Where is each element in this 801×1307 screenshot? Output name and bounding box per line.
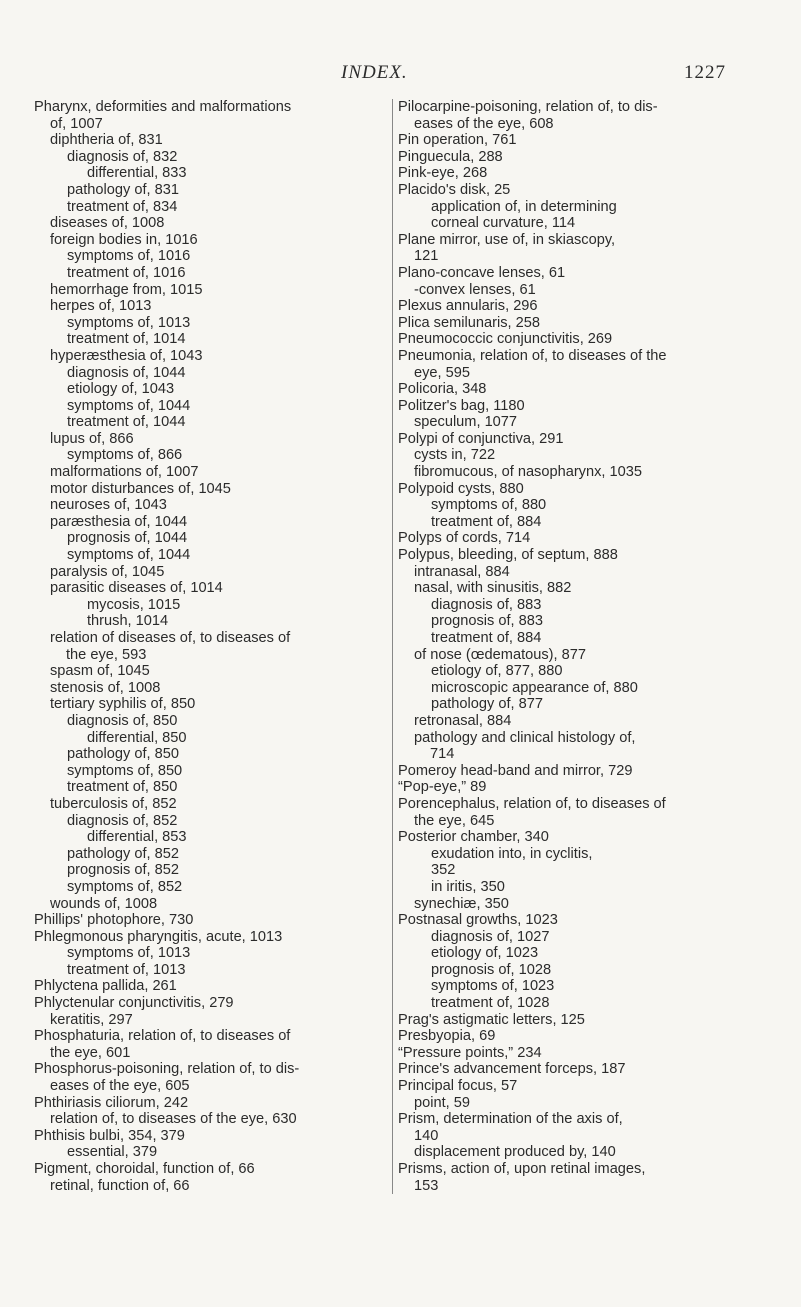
index-entry bbox=[398, 1061, 777, 1078]
index-entry bbox=[398, 547, 777, 564]
index-entry bbox=[34, 182, 388, 199]
index-entry bbox=[34, 248, 388, 265]
index-entry-text: etiology of, 1023 bbox=[431, 945, 539, 962]
index-entry-text: neuroses of, 1043 bbox=[50, 497, 167, 514]
index-entry-text: etiology of, 1043 bbox=[67, 381, 175, 398]
index-entry-continuation: 714 bbox=[430, 746, 455, 763]
index-entry bbox=[34, 962, 388, 979]
index-entry-text: Presbyopia, 69 bbox=[398, 1028, 496, 1045]
index-entry-text: Plane mirror, use of, in skiascopy, bbox=[398, 231, 616, 248]
index-entry-text: application of, in determining bbox=[431, 198, 617, 215]
index-entry-continuation: eases of the eye, 608 bbox=[414, 115, 554, 132]
index-entry-text: diphtheria of, 831 bbox=[50, 132, 163, 149]
index-entry-text: differential, 850 bbox=[87, 729, 187, 746]
index-entry bbox=[398, 232, 777, 265]
index-entry bbox=[398, 630, 777, 647]
index-entry bbox=[398, 1078, 777, 1095]
index-entry-text: hyperæsthesia of, 1043 bbox=[50, 347, 203, 364]
page-header bbox=[0, 62, 801, 86]
index-entry-text: symptoms of, 1013 bbox=[67, 945, 191, 962]
index-entry-text: prognosis of, 852 bbox=[67, 862, 179, 879]
index-entry-text: pathology of, 852 bbox=[67, 845, 179, 862]
index-entry-continuation: 153 bbox=[414, 1177, 439, 1194]
index-entry-text: motor disturbances of, 1045 bbox=[50, 480, 231, 497]
index-entry bbox=[34, 530, 388, 547]
index-entry-text: Politzer's bag, 1180 bbox=[398, 397, 525, 414]
index-entry-text: “Pop-eye,” 89 bbox=[398, 779, 487, 796]
index-entry-text: retronasal, 884 bbox=[414, 712, 512, 729]
index-entry bbox=[34, 730, 388, 747]
index-entry-text: Posterior chamber, 340 bbox=[398, 829, 549, 846]
index-column-right bbox=[392, 99, 777, 1194]
index-entry-text: diagnosis of, 832 bbox=[67, 148, 178, 165]
index-entry-text: tertiary syphilis of, 850 bbox=[50, 696, 196, 713]
index-entry bbox=[398, 779, 777, 796]
index-entry-text: prognosis of, 883 bbox=[431, 613, 543, 630]
index-entry-text: Pharynx, deformities and malformations bbox=[34, 99, 292, 115]
index-entry-continuation: 352 bbox=[431, 862, 456, 879]
index-entry-text: treatment of, 1044 bbox=[67, 414, 186, 431]
index-entry bbox=[398, 99, 777, 132]
index-entry-text: wounds of, 1008 bbox=[50, 895, 158, 912]
index-entry-text: hemorrhage from, 1015 bbox=[50, 281, 203, 298]
index-entry bbox=[398, 978, 777, 995]
index-entry bbox=[34, 1012, 388, 1029]
index-entry-text: Prag's astigmatic letters, 125 bbox=[398, 1011, 585, 1028]
index-entry-text: Phosphaturia, relation of, to diseases of bbox=[34, 1028, 291, 1045]
index-entry bbox=[398, 879, 777, 896]
index-entry-text: thrush, 1014 bbox=[87, 613, 169, 630]
index-entry-text: lupus of, 866 bbox=[50, 430, 134, 447]
index-entry bbox=[34, 1095, 388, 1112]
index-entry bbox=[398, 464, 777, 481]
index-entry-text: paræsthesia of, 1044 bbox=[50, 513, 188, 530]
index-entry-text: symptoms of, 866 bbox=[67, 447, 183, 464]
index-entry-text: “Pressure points,” 234 bbox=[398, 1044, 542, 1061]
index-entry bbox=[34, 945, 388, 962]
index-entry-continuation: corneal curvature, 114 bbox=[431, 215, 576, 232]
index-entry bbox=[398, 1028, 777, 1045]
index-entry bbox=[34, 829, 388, 846]
index-entry-text: retinal, function of, 66 bbox=[50, 1177, 190, 1194]
index-entry-text: diagnosis of, 850 bbox=[67, 712, 178, 729]
index-entry-text: Pilocarpine-poisoning, relation of, to dis- bbox=[398, 99, 658, 115]
index-entry-text: foreign bodies in, 1016 bbox=[50, 231, 198, 248]
index-entry-text: prognosis of, 1044 bbox=[67, 530, 188, 547]
index-entry-text: treatment of, 884 bbox=[431, 630, 542, 646]
index-entry-text: symptoms of, 1044 bbox=[67, 547, 191, 564]
index-entry-text: etiology of, 877, 880 bbox=[431, 663, 563, 680]
index-entry bbox=[34, 564, 388, 581]
index-entry-text: Principal focus, 57 bbox=[398, 1078, 518, 1095]
index-entry bbox=[34, 447, 388, 464]
index-entry bbox=[34, 381, 388, 398]
index-entry-text: diagnosis of, 883 bbox=[431, 596, 542, 613]
index-entry-text: Polypoid cysts, 880 bbox=[398, 480, 524, 497]
index-entry bbox=[398, 414, 777, 431]
index-entry-text: microscopic appearance of, 880 bbox=[431, 679, 638, 696]
index-entry bbox=[398, 680, 777, 697]
index-entry-text: Plexus annularis, 296 bbox=[398, 298, 538, 315]
index-entry bbox=[398, 1111, 777, 1144]
index-entry-text: Polypus, bleeding, of septum, 888 bbox=[398, 547, 618, 564]
index-entry bbox=[34, 215, 388, 232]
index-entry bbox=[398, 282, 777, 299]
index-entry bbox=[34, 978, 388, 995]
index-entry-text: Pin operation, 761 bbox=[398, 132, 517, 149]
index-entry-text: symptoms of, 850 bbox=[67, 762, 183, 779]
index-entry bbox=[34, 597, 388, 614]
index-entry-text: symptoms of, 880 bbox=[431, 497, 547, 514]
index-entry-text: symptoms of, 1016 bbox=[67, 248, 191, 265]
index-entry-text: treatment of, 1014 bbox=[67, 331, 186, 348]
index-entry-continuation: the eye, 601 bbox=[50, 1044, 131, 1061]
index-entry-text: symptoms of, 852 bbox=[67, 878, 183, 895]
index-entry bbox=[34, 896, 388, 913]
index-entry-text: of nose (œdematous), 877 bbox=[414, 646, 586, 663]
index-entry bbox=[34, 1128, 388, 1145]
index-entry bbox=[398, 912, 777, 929]
index-entry-text: synechiæ, 350 bbox=[414, 895, 509, 912]
index-entry bbox=[34, 497, 388, 514]
page-number: 1227 bbox=[684, 62, 726, 83]
index-entry bbox=[34, 265, 388, 282]
index-entry bbox=[398, 663, 777, 680]
index-entry bbox=[398, 763, 777, 780]
index-entry bbox=[34, 813, 388, 830]
index-entry bbox=[398, 265, 777, 282]
index-entry-text: stenosis of, 1008 bbox=[50, 679, 161, 696]
index-entry bbox=[34, 995, 388, 1012]
index-entry bbox=[34, 165, 388, 182]
index-entry bbox=[34, 713, 388, 730]
index-entry bbox=[398, 597, 777, 614]
index-entry-continuation: 121 bbox=[414, 248, 439, 265]
index-entry-text: differential, 853 bbox=[87, 829, 187, 846]
index-entry bbox=[34, 846, 388, 863]
index-entry bbox=[34, 464, 388, 481]
index-entry bbox=[398, 564, 777, 581]
index-entry-text: Pigment, choroidal, function of, 66 bbox=[34, 1161, 255, 1177]
index-entry bbox=[34, 132, 388, 149]
index-entry-text: diseases of, 1008 bbox=[50, 215, 165, 232]
index-entry bbox=[34, 232, 388, 249]
index-entry bbox=[398, 199, 777, 232]
index-entry-text: pathology of, 850 bbox=[67, 746, 179, 763]
index-entry bbox=[34, 99, 388, 132]
index-entry bbox=[34, 348, 388, 365]
index-entry bbox=[398, 846, 777, 879]
index-entry bbox=[34, 613, 388, 630]
index-entry bbox=[398, 132, 777, 149]
index-entry bbox=[34, 862, 388, 879]
index-entry bbox=[398, 431, 777, 448]
index-entry bbox=[398, 1144, 777, 1161]
index-entry bbox=[398, 530, 777, 547]
index-entry bbox=[34, 331, 388, 348]
index-entry bbox=[34, 1111, 388, 1128]
index-entry bbox=[398, 1012, 777, 1029]
index-entry bbox=[398, 165, 777, 182]
index-entry-text: treatment of, 1013 bbox=[67, 961, 186, 978]
index-entry bbox=[34, 149, 388, 166]
index-entry bbox=[398, 896, 777, 913]
index-entry bbox=[398, 447, 777, 464]
index-entry bbox=[34, 680, 388, 697]
index-entry bbox=[398, 696, 777, 713]
index-entry-text: symptoms of, 1044 bbox=[67, 397, 191, 414]
index-entry-text: treatment of, 1028 bbox=[431, 995, 550, 1012]
index-entry-text: symptoms of, 1013 bbox=[67, 314, 191, 331]
index-entry-text: mycosis, 1015 bbox=[87, 596, 181, 613]
index-entry-continuation: the eye, 645 bbox=[414, 812, 495, 829]
index-entry-text: cysts in, 722 bbox=[414, 447, 496, 464]
index-entry-text: Phthisis bulbi, 354, 379 bbox=[34, 1127, 185, 1144]
index-entry-text: treatment of, 1016 bbox=[67, 264, 186, 281]
index-entry bbox=[398, 331, 777, 348]
index-entry-continuation: eye, 595 bbox=[414, 364, 470, 381]
index-entry bbox=[34, 630, 388, 663]
index-entry-text: pathology of, 877 bbox=[431, 696, 543, 713]
index-entry-text: Phthiriasis ciliorum, 242 bbox=[34, 1094, 189, 1111]
index-entry-text: diagnosis of, 852 bbox=[67, 812, 178, 829]
running-title: INDEX. bbox=[341, 62, 408, 83]
index-entry bbox=[398, 514, 777, 531]
index-entry-text: Plica semilunaris, 258 bbox=[398, 314, 540, 331]
index-entry bbox=[34, 779, 388, 796]
index-entry bbox=[34, 547, 388, 564]
index-entry-text: paralysis of, 1045 bbox=[50, 563, 165, 580]
index-entry bbox=[398, 945, 777, 962]
index-entry bbox=[34, 1178, 388, 1195]
index-entry-text: Pneumococcic conjunctivitis, 269 bbox=[398, 331, 613, 348]
index-entry-text: Pink-eye, 268 bbox=[398, 165, 488, 182]
index-entry-text: Prism, determination of the axis of, bbox=[398, 1111, 623, 1128]
index-entry bbox=[34, 580, 388, 597]
index-entry bbox=[34, 796, 388, 813]
index-entry bbox=[398, 481, 777, 498]
index-entry-continuation: 140 bbox=[414, 1127, 439, 1144]
index-entry bbox=[398, 182, 777, 199]
index-entry bbox=[34, 414, 388, 431]
index-entry bbox=[398, 580, 777, 597]
index-entry bbox=[34, 514, 388, 531]
index-entry-text: malformations of, 1007 bbox=[50, 464, 199, 481]
index-entry bbox=[34, 746, 388, 763]
index-entry-text: diagnosis of, 1044 bbox=[67, 364, 186, 381]
index-entry bbox=[34, 1144, 388, 1161]
index-entry bbox=[34, 431, 388, 448]
index-entry-continuation: of, 1007 bbox=[50, 115, 103, 132]
index-entry-text: intranasal, 884 bbox=[414, 563, 510, 580]
index-entry bbox=[34, 1028, 388, 1061]
index-entry-text: Postnasal growths, 1023 bbox=[398, 912, 558, 929]
index-entry-text: Placido's disk, 25 bbox=[398, 181, 511, 198]
index-entry-text: Prisms, action of, upon retinal images, bbox=[398, 1161, 646, 1177]
index-entry-text: diagnosis of, 1027 bbox=[431, 928, 550, 945]
index-entry-text: Pomeroy head-band and mirror, 729 bbox=[398, 762, 633, 779]
index-entry-text: treatment of, 850 bbox=[67, 779, 178, 796]
index-entry-text: Phillips' photophore, 730 bbox=[34, 912, 194, 929]
index-entry bbox=[398, 315, 777, 332]
index-entry bbox=[398, 829, 777, 846]
index-entry-text: Pinguecula, 288 bbox=[398, 148, 503, 165]
index-entry-text: Phosphorus-poisoning, relation of, to dis- bbox=[34, 1061, 300, 1078]
index-entry-text: Porencephalus, relation of, to diseases of bbox=[398, 795, 666, 812]
index-entry-text: symptoms of, 1023 bbox=[431, 978, 555, 995]
index-entry bbox=[398, 796, 777, 829]
index-entry-text: Plano-concave lenses, 61 bbox=[398, 264, 566, 281]
index-entry-continuation: eases of the eye, 605 bbox=[50, 1078, 190, 1095]
index-entry-text: speculum, 1077 bbox=[414, 414, 518, 431]
index-entry bbox=[34, 315, 388, 332]
index-entry-text: differential, 833 bbox=[87, 165, 187, 182]
index-entry bbox=[398, 1161, 777, 1194]
index-column-left bbox=[34, 99, 388, 1194]
index-entry bbox=[34, 398, 388, 415]
index-entry-text: nasal, with sinusitis, 882 bbox=[414, 580, 572, 597]
index-entry bbox=[398, 730, 777, 763]
index-entry bbox=[398, 1095, 777, 1112]
index-entry-text: Policoria, 348 bbox=[398, 381, 487, 398]
index-entry bbox=[34, 282, 388, 299]
index-entry-text: relation of diseases of, to diseases of bbox=[50, 630, 291, 646]
index-entry bbox=[34, 663, 388, 680]
index-entry-text: spasm of, 1045 bbox=[50, 663, 150, 680]
index-entry bbox=[398, 1045, 777, 1062]
index-entry bbox=[34, 912, 388, 929]
index-entry-text: Phlyctenular conjunctivitis, 279 bbox=[34, 995, 234, 1012]
index-entry-text: -convex lenses, 61 bbox=[414, 281, 536, 298]
index-entry bbox=[398, 398, 777, 415]
index-entry-text: Phlegmonous pharyngitis, acute, 1013 bbox=[34, 928, 283, 945]
index-entry bbox=[34, 763, 388, 780]
index-entry-text: pathology of, 831 bbox=[67, 181, 179, 198]
index-entry-text: pathology and clinical histology of, bbox=[414, 729, 636, 746]
index-entry-text: Prince's advancement forceps, 187 bbox=[398, 1061, 626, 1078]
index-entry-text: exudation into, in cyclitis, bbox=[431, 845, 593, 862]
index-entry bbox=[398, 381, 777, 398]
index-entry bbox=[34, 1061, 388, 1094]
index-entry-text: treatment of, 884 bbox=[431, 513, 542, 530]
index-entry bbox=[398, 962, 777, 979]
index-entry-text: in iritis, 350 bbox=[431, 878, 505, 895]
index-entry-text: fibromucous, of nasopharynx, 1035 bbox=[414, 464, 642, 481]
index-entry bbox=[34, 929, 388, 946]
index-entry bbox=[398, 929, 777, 946]
index-entry-continuation: the eye, 593 bbox=[66, 646, 147, 663]
index-entry-text: parasitic diseases of, 1014 bbox=[50, 580, 223, 597]
index-entry bbox=[398, 348, 777, 381]
index-entry bbox=[398, 149, 777, 166]
index-entry bbox=[398, 497, 777, 514]
index-entry bbox=[34, 365, 388, 382]
index-entry-text: Polyps of cords, 714 bbox=[398, 530, 531, 547]
index-entry-text: displacement produced by, 140 bbox=[414, 1144, 616, 1161]
index-entry-text: herpes of, 1013 bbox=[50, 298, 152, 315]
index-entry bbox=[34, 481, 388, 498]
index-entry-text: point, 59 bbox=[414, 1094, 470, 1111]
index-entry-text: Polypi of conjunctiva, 291 bbox=[398, 430, 564, 447]
index-entry bbox=[398, 298, 777, 315]
index-entry-text: Phlyctena pallida, 261 bbox=[34, 978, 177, 995]
index-entry-text: tuberculosis of, 852 bbox=[50, 795, 177, 812]
index-entry-text: prognosis of, 1028 bbox=[431, 961, 552, 978]
index-entry bbox=[34, 696, 388, 713]
index-entry-text: keratitis, 297 bbox=[50, 1011, 133, 1028]
index-entry-text: treatment of, 834 bbox=[67, 198, 178, 215]
index-entry bbox=[34, 298, 388, 315]
index-entry bbox=[398, 613, 777, 630]
index-entry bbox=[398, 647, 777, 664]
index-entry-text: essential, 379 bbox=[67, 1144, 158, 1161]
index-entry bbox=[398, 995, 777, 1012]
index-entry-text: relation of, to diseases of the eye, 630 bbox=[50, 1111, 297, 1128]
index-entry bbox=[398, 713, 777, 730]
index-entry-text: Pneumonia, relation of, to diseases of the bbox=[398, 347, 667, 364]
index-entry bbox=[34, 1161, 388, 1178]
index-entry bbox=[34, 879, 388, 896]
index-entry bbox=[34, 199, 388, 216]
